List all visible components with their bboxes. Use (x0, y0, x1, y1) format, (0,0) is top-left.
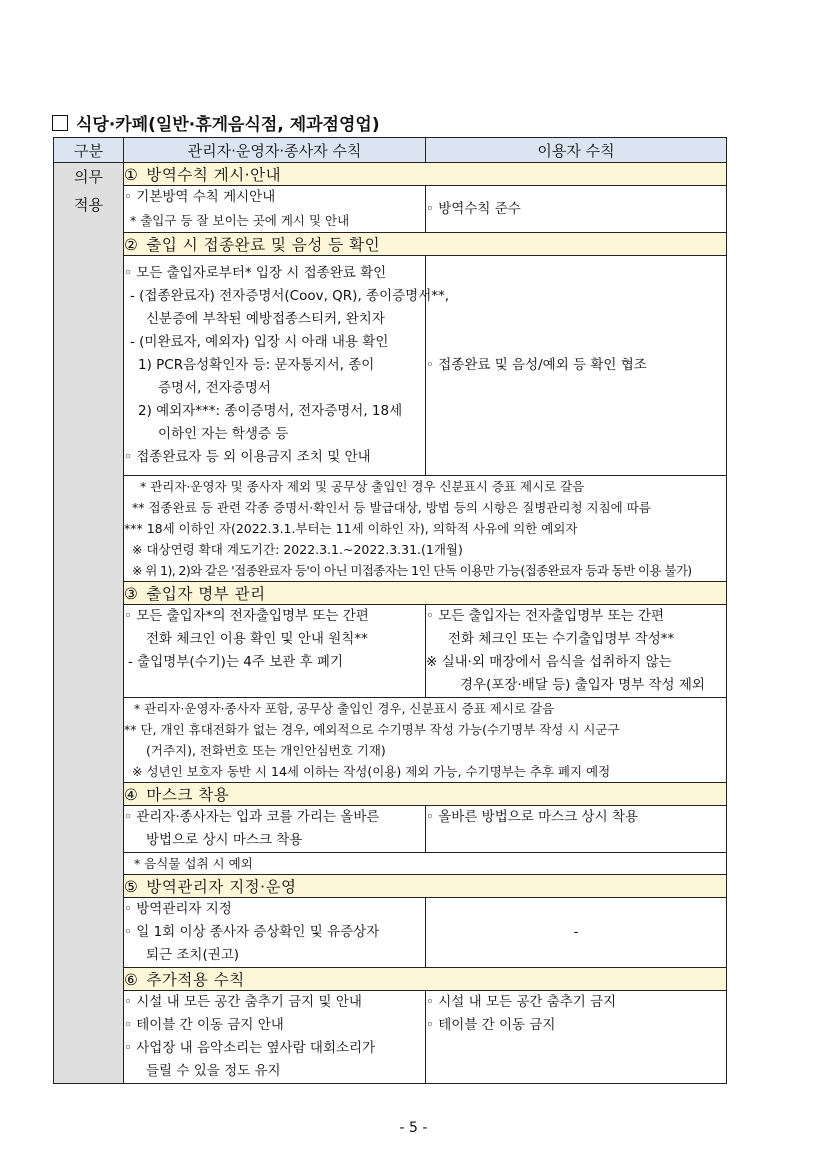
header-manager-rules: 관리자·운영자·종사자 수칙 (124, 138, 426, 163)
list-item: - (접종완료자) 전자증명서(Coov, QR), 종이증명서**, (130, 288, 450, 304)
section-number: ⑤ (124, 878, 139, 896)
category-line-2: 적용 (74, 196, 103, 214)
list-item: 퇴근 조치(권고) (146, 947, 240, 963)
section-4-notes-row (54, 853, 727, 875)
section-6-header-row (54, 968, 727, 991)
section-1-manager-cell (124, 186, 426, 233)
category-cell (54, 163, 124, 1084)
note-item: ※ 위 1), 2)와 같은 '접종완료자 등'이 아닌 미접종자는 1인 단독 이용만 가능(접종완료자 등과 동반 이용 불가) (132, 563, 692, 578)
page-title (52, 110, 380, 135)
list-item: ◦ 일 1회 이상 종사자 증상확인 및 유증상자 (124, 924, 380, 940)
section-5-manager-cell (124, 898, 426, 968)
list-item: ◦ 방역관리자 지정 (124, 901, 232, 917)
header-user-rules: 이용자 수칙 (426, 138, 727, 163)
list-item: - (미완료자, 예외자) 입장 시 아래 내용 확인 (130, 334, 389, 350)
list-item: ◦ 접종완료 및 음성/예외 등 확인 협조 (426, 357, 647, 373)
section-2-body-row (54, 256, 727, 476)
section-4-manager-cell (124, 806, 426, 853)
section-5-user-cell (426, 898, 727, 968)
note-item: * 관리자·운영자·종사자 포함, 공무상 출입인 경우, 신분표시 증표 제시로 갈음 (134, 701, 555, 716)
list-item: ◦ 방역수칙 준수 (426, 200, 521, 217)
rules-table (53, 137, 727, 1084)
section-title-text: 마스크 착용 (146, 786, 230, 804)
section-5-body-row (54, 898, 727, 968)
list-item: ※ 실내·외 매장에서 음식을 섭취하지 않는 (426, 654, 672, 670)
list-item: 증명서, 전자증명서 (158, 380, 271, 396)
list-item: 1) PCR음성확인자 등: 문자통지서, 종이 (138, 357, 375, 373)
list-item: ◦ 시설 내 모든 공간 춤추기 금지 (426, 994, 617, 1010)
category-line-1: 의무 (74, 168, 103, 186)
section-3-title (124, 582, 727, 605)
list-item: ◦ 테이블 간 이동 금지 (426, 1017, 556, 1033)
section-number: ③ (124, 585, 139, 603)
note-item: ** 접종완료 등 관련 각종 증명서·확인서 등 발급대상, 방법 등의 시항은 질병관리청 지침에 따름 (132, 500, 651, 515)
list-item: - (573, 924, 579, 940)
section-number: ② (124, 236, 139, 254)
list-item: ◦ 올바른 방법으로 마스크 상시 착용 (426, 809, 638, 825)
section-4-body-row (54, 806, 727, 853)
section-6-user-cell (426, 991, 727, 1084)
list-item: ◦ 모든 출입자는 전자출입명부 또는 간편 (426, 608, 665, 624)
section-number: ⑥ (124, 971, 139, 989)
section-title-text: 방역관리자 지정·운영 (146, 878, 297, 896)
section-3-user-cell (426, 605, 727, 698)
section-title-text: 출입자 명부 관리 (146, 585, 266, 603)
list-item: 전화 체크인 또는 수기출입명부 작성** (448, 631, 675, 647)
section-2-notes (124, 476, 727, 582)
section-3-manager-cell (124, 605, 426, 698)
section-2-title (124, 233, 727, 256)
section-1-header-row (54, 163, 727, 186)
list-item: ◦ 모든 출입자로부터* 입장 시 접종완료 확인 (124, 265, 387, 281)
section-title-text: 출입 시 접종완료 및 음성 등 확인 (146, 236, 381, 254)
section-2-notes-row (54, 476, 727, 582)
list-item: ◦ 사업장 내 음악소리는 옆사람 대회소리가 (124, 1040, 376, 1056)
section-6-manager-cell (124, 991, 426, 1084)
note-item: *** 18세 이하인 자(2022.3.1.부터는 11세 이하인 자), 의학적 사유에 의한 예외자 (124, 521, 578, 536)
list-item: ◦ 테이블 간 이동 금지 안내 (124, 1017, 284, 1033)
header-category: 구분 (54, 138, 124, 163)
list-item: ◦ 접종완료자 등 외 이용금지 조치 및 안내 (124, 449, 371, 465)
page-number: - 5 - (399, 1120, 428, 1136)
section-1-body-row (54, 186, 727, 233)
section-6-body-row (54, 991, 727, 1084)
section-4-title (124, 783, 727, 806)
list-item: 방법으로 상시 마스크 착용 (146, 832, 303, 848)
list-item: 이하인 자는 학생증 등 (158, 426, 289, 442)
section-3-body-row (54, 605, 727, 698)
section-4-notes (124, 853, 727, 875)
section-4-header-row (54, 783, 727, 806)
section-title-text: 추가적용 수칙 (146, 971, 245, 989)
list-item: ◦ 관리자·종사자는 입과 코를 가리는 올바른 (124, 809, 380, 825)
note-item: ** 단, 개인 휴대전화가 없는 경우, 예외적으로 수기명부 작성 가능(수기명부 작성 시 시군구 (124, 722, 620, 737)
table-header-row (54, 138, 727, 163)
section-number: ④ (124, 786, 139, 804)
list-item: 2) 예외자***: 종이증명서, 전자증명서, 18세 (138, 403, 403, 419)
section-1-user-cell (426, 186, 727, 233)
note-item: * 음식물 섭취 시 예외 (134, 856, 253, 871)
list-item: - 출입명부(수기)는 4주 보관 후 폐기 (128, 654, 343, 670)
section-2-header-row (54, 233, 727, 256)
list-item: ◦ 기본방역 수칙 게시안내 (124, 189, 276, 205)
note-item: * 출입구 등 잘 보이는 곳에 게시 및 안내 (130, 213, 350, 228)
section-6-title (124, 968, 727, 991)
list-item: ◦ 모든 출입자*의 전자출입명부 또는 간편 (124, 608, 369, 624)
list-item: 전화 체크인 이용 확인 및 안내 원칙** (146, 631, 368, 647)
list-item: ◦ 시설 내 모든 공간 춤추기 금지 및 안내 (124, 994, 362, 1010)
checkbox-square-icon (52, 115, 68, 131)
note-item: ※ 성년인 보호자 동반 시 14세 이하는 작성(이용) 제외 가능, 수기명부는 추후 폐지 예정 (132, 764, 611, 779)
section-5-title (124, 875, 727, 898)
section-5-header-row (54, 875, 727, 898)
section-3-header-row (54, 582, 727, 605)
section-3-notes-row (54, 698, 727, 783)
section-2-manager-cell (124, 256, 450, 476)
section-2-user-cell (426, 256, 727, 476)
note-item: * 관리자·운영자 및 종사자 제외 및 공무상 출입인 경우 신분표시 증표 제시로 갈음 (140, 479, 585, 494)
list-item: 들릴 수 있을 정도 유지 (146, 1063, 281, 1079)
list-item: 경우(포장·배달 등) 출입자 명부 작성 제외 (460, 677, 705, 693)
page-title-text: 식당·카페(일반·휴게음식점, 제과점영업) (76, 115, 380, 135)
note-item: (거주지), 전화번호 또는 개인안심번호 기재) (146, 743, 386, 758)
section-3-notes (124, 698, 727, 783)
list-item: 신분증에 부착된 예방접종스티커, 완치자 (146, 311, 385, 327)
section-title-text: 방역수칙 게시·안내 (146, 166, 282, 184)
section-1-title (124, 163, 727, 186)
section-number: ① (124, 166, 139, 184)
section-4-user-cell (426, 806, 727, 853)
note-item: ※ 대상연령 확대 계도기간: 2022.3.1.~2022.3.31.(1개월) (132, 542, 463, 557)
